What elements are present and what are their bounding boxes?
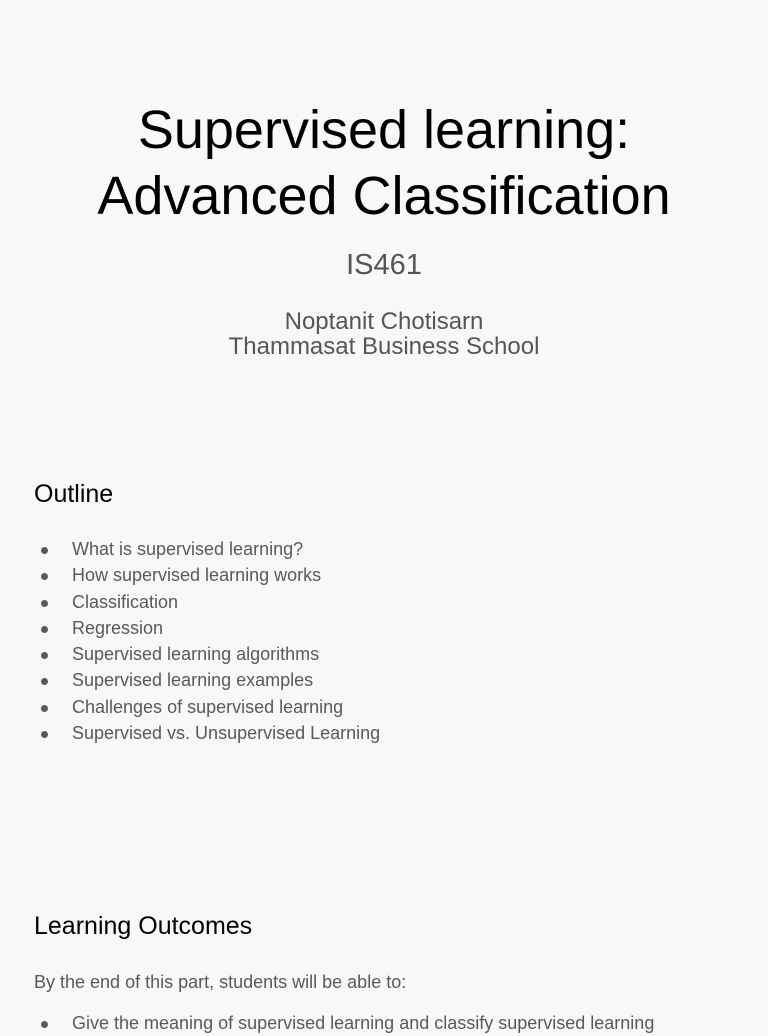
outline-item-text: Classification	[72, 591, 179, 612]
outline-item	[34, 720, 380, 746]
author-block	[0, 309, 768, 359]
bullet-icon	[41, 626, 48, 633]
title-slide	[0, 0, 768, 420]
course-code: IS461	[346, 249, 422, 281]
outline-item-text: What is supervised learning?	[72, 539, 304, 559]
outcomes-heading: Learning Outcomes	[34, 912, 253, 940]
outcome-item-text: Give the meaning of supervised learning and classify supervised learning	[72, 1013, 655, 1033]
bullet-icon	[41, 573, 48, 580]
bullet-icon	[41, 547, 48, 554]
outline-item-text: How supervised learning works	[72, 565, 322, 586]
outline-item	[34, 641, 380, 667]
outline-item-text: Supervised learning examples	[72, 670, 314, 691]
outcomes-slide	[0, 860, 768, 1033]
outline-slide	[0, 420, 768, 860]
outline-item	[34, 589, 380, 615]
outcomes-intro: By the end of this part, students will be able to:	[34, 972, 407, 992]
bullet-icon	[41, 705, 48, 712]
main-title-line-1: Supervised learning:	[137, 100, 631, 160]
outline-item	[34, 615, 380, 641]
outline-heading: Outline	[34, 480, 114, 508]
bullet-icon	[41, 678, 48, 685]
bullet-icon	[41, 600, 48, 607]
outline-list	[34, 536, 380, 746]
outcomes-list	[34, 1010, 654, 1036]
institution-name: Thammasat Business School	[228, 333, 540, 360]
outline-item	[34, 536, 380, 562]
author-name: Noptanit Chotisarn	[284, 308, 484, 335]
outline-item-text: Regression	[72, 617, 164, 638]
main-title-line-2: Advanced Classification	[97, 166, 671, 226]
bullet-icon	[41, 731, 48, 738]
outline-item	[34, 694, 380, 720]
outline-item-text: Supervised learning algorithms	[72, 644, 320, 665]
bullet-icon	[41, 1021, 48, 1028]
outline-item-text: Supervised vs. Unsupervised Learning	[72, 723, 381, 744]
outline-item-text: Challenges of supervised learning	[72, 696, 344, 717]
outline-item	[34, 562, 380, 588]
main-title	[0, 97, 768, 229]
bullet-icon	[41, 652, 48, 659]
outline-item	[34, 667, 380, 693]
outcome-item	[34, 1010, 654, 1036]
